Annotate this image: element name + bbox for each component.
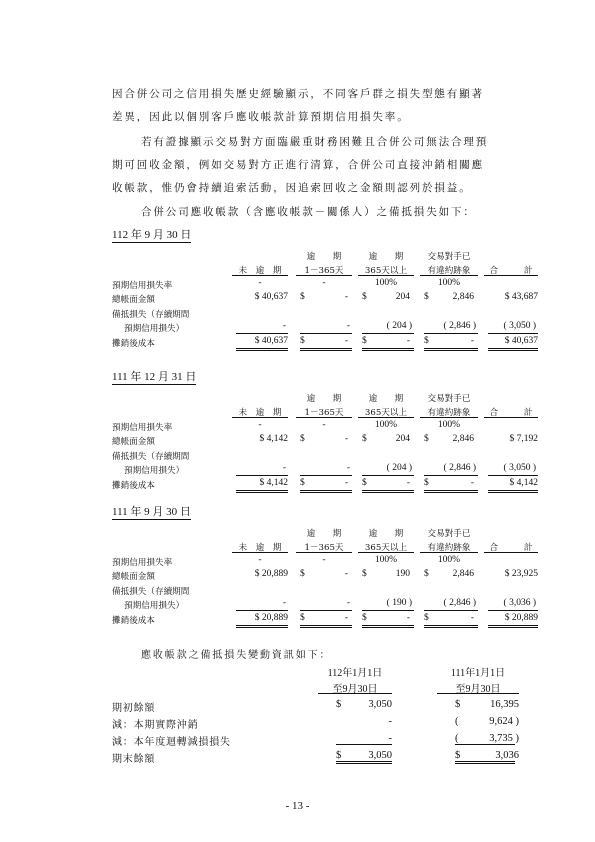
rate-cell: 100% — [374, 555, 398, 565]
column-header-c2: 逾 期 — [306, 252, 342, 262]
title-underline — [112, 519, 191, 520]
allowance-rule — [300, 333, 352, 334]
column-header-c3: 逾 期 — [368, 394, 404, 404]
allowance-cell: ( 3,050 ) — [503, 321, 536, 331]
row-label-gross: 總帳面金額 — [112, 572, 155, 582]
rollforward-col-b-rule — [437, 693, 519, 694]
intro-line-5: 收帳款，惟仍會持續追索活動，因追索回收之金額則認列於損益。 — [112, 182, 472, 194]
allowance-rule — [300, 475, 352, 476]
allowance-rule — [236, 333, 288, 334]
intro-line-2: 差異，因此以個別客戶應收帳款計算預期信用損失率。 — [112, 111, 410, 123]
column-header-c4: 有違約跡象 — [427, 408, 471, 418]
gross-cell: 2,846 — [452, 292, 474, 302]
currency-symbol: $ — [300, 569, 305, 579]
allowance-cell: ( 2,846 ) — [443, 321, 476, 331]
double-rule — [300, 625, 352, 628]
allowance-rule — [424, 333, 478, 334]
gross-cell: $ 20,889 — [254, 569, 288, 579]
currency-symbol: $ — [424, 569, 429, 579]
page-number: - 13 - — [285, 800, 310, 812]
column-header-rule — [296, 275, 352, 276]
row-label-allowance: 備抵損失（存續期間 — [112, 310, 190, 320]
column-header-c1: 未 逾 期 — [238, 543, 282, 553]
column-header-rule — [420, 552, 478, 553]
column-header-c3: 365天以上 — [364, 543, 408, 553]
net-cell: - — [470, 336, 474, 346]
column-header-rule — [358, 275, 414, 276]
table-title: 112 年 9 月 30 日 — [112, 229, 192, 241]
rollforward-a-symbol: $ — [336, 699, 342, 710]
currency-symbol: $ — [362, 336, 367, 346]
double-rule — [300, 490, 352, 493]
rollforward-b-symbol: ( — [455, 733, 459, 744]
allowance-rule — [236, 610, 288, 611]
allowance-cell: ( 190 ) — [386, 598, 412, 608]
currency-symbol: $ — [362, 569, 367, 579]
gross-cell: 190 — [395, 569, 410, 579]
rollforward-a-rule — [336, 744, 392, 745]
column-header-rule — [296, 417, 352, 418]
rate-cell: - — [322, 278, 326, 288]
rollforward-col-b-line1: 111年1月1日 — [450, 668, 506, 679]
gross-cell: 2,846 — [452, 569, 474, 579]
net-total: $ 4,142 — [509, 478, 538, 488]
currency-symbol: $ — [424, 434, 429, 444]
column-header-c4: 交易對手已 — [427, 394, 471, 404]
column-header-c2: 逾 期 — [306, 394, 342, 404]
double-rule — [362, 625, 414, 628]
column-header-c3: 逾 期 — [368, 529, 404, 539]
column-header-c3: 365天以上 — [364, 408, 408, 418]
column-header-c4: 有違約跡象 — [427, 543, 471, 553]
allowance-cell: - — [282, 321, 286, 331]
intro-line-4: 期可回收金額，例如交易對方正進行清算，合併公司直接沖銷相關應 — [112, 159, 484, 171]
rollforward-a-value: - — [388, 733, 392, 744]
rollforward-intro: 應收帳款之備抵損失變動資訊如下： — [141, 650, 332, 661]
rollforward-label: 期末餘額 — [112, 754, 156, 765]
row-label-gross: 總帳面金額 — [112, 295, 155, 305]
double-rule — [300, 348, 352, 351]
table-title: 111 年 9 月 30 日 — [112, 506, 191, 518]
rate-cell: 100% — [437, 555, 461, 565]
rate-cell: - — [258, 278, 262, 288]
double-rule — [424, 625, 478, 628]
title-underline — [112, 384, 196, 385]
row-label-allowance-cont: 預期信用損失） — [124, 324, 185, 334]
row-label-allowance-cont: 預期信用損失） — [124, 601, 185, 611]
rollforward-label: 期初餘額 — [112, 703, 156, 714]
net-cell: $ 40,637 — [254, 336, 288, 346]
rollforward-col-a-line2: 至9月30日 — [332, 684, 378, 695]
currency-symbol: $ — [300, 613, 305, 623]
net-cell: - — [406, 613, 410, 623]
currency-symbol: $ — [424, 478, 429, 488]
allowance-rule — [362, 475, 414, 476]
allowance-rule — [488, 333, 538, 334]
rollforward-a-double-rule — [336, 761, 392, 764]
double-rule — [424, 348, 478, 351]
rate-cell: 100% — [374, 278, 398, 288]
rollforward-b-value: 16,395 — [490, 699, 519, 710]
net-total: $ 40,637 — [504, 336, 538, 346]
intro-line-3: 若有證據顯示交易對方面臨嚴重財務困難且合併公司無法合理預 — [141, 136, 489, 148]
gross-cell: - — [344, 292, 348, 302]
column-header-c3: 逾 期 — [368, 252, 404, 262]
rollforward-b-double-rule — [455, 761, 515, 764]
net-cell: - — [470, 478, 474, 488]
allowance-rule — [424, 610, 478, 611]
column-header-rule — [420, 275, 478, 276]
column-header-rule — [484, 275, 538, 276]
double-rule — [236, 625, 288, 628]
rate-cell: 100% — [437, 278, 461, 288]
currency-symbol: $ — [300, 434, 305, 444]
allowance-rule — [236, 475, 288, 476]
currency-symbol: $ — [362, 292, 367, 302]
double-rule — [488, 625, 538, 628]
row-label-net: 攤銷後成本 — [112, 339, 155, 349]
rate-cell: - — [258, 420, 262, 430]
rollforward-col-a-rule — [318, 693, 392, 694]
gross-total: $ 43,687 — [504, 292, 538, 302]
rollforward-b-value: 9,624 ) — [489, 716, 519, 727]
column-header-c1: 未 逾 期 — [238, 408, 282, 418]
rate-cell: 100% — [437, 420, 461, 430]
allowance-cell: ( 204 ) — [386, 463, 412, 473]
gross-cell: $ 4,142 — [259, 434, 288, 444]
gross-cell: - — [344, 434, 348, 444]
allowance-cell: ( 204 ) — [386, 321, 412, 331]
row-label-allowance-cont: 預期信用損失） — [124, 466, 185, 476]
column-header-c4: 有違約跡象 — [427, 266, 471, 276]
column-header-c5: 合 計 — [489, 408, 533, 418]
column-header-c2: 1－365天 — [304, 266, 344, 276]
currency-symbol: $ — [424, 336, 429, 346]
rate-cell: - — [322, 555, 326, 565]
title-underline — [112, 242, 191, 243]
rate-cell: 100% — [374, 420, 398, 430]
double-rule — [236, 490, 288, 493]
table-intro: 合併公司應收帳款（含應收帳款－關係人）之備抵損失如下： — [141, 206, 476, 218]
column-header-c4: 交易對手已 — [427, 252, 471, 262]
column-header-rule — [484, 417, 538, 418]
allowance-cell: - — [346, 321, 350, 331]
allowance-rule — [488, 610, 538, 611]
net-cell: - — [406, 336, 410, 346]
allowance-cell: - — [282, 463, 286, 473]
column-header-rule — [358, 417, 414, 418]
gross-cell: 2,846 — [452, 434, 474, 444]
rollforward-a-value: 3,050 — [368, 750, 392, 761]
net-cell: $ 20,889 — [254, 613, 288, 623]
rate-cell: - — [258, 555, 262, 565]
column-header-rule — [232, 417, 288, 418]
rate-cell: - — [322, 420, 326, 430]
gross-cell: 204 — [395, 292, 410, 302]
currency-symbol: $ — [362, 478, 367, 488]
rollforward-col-a-line1: 112年1月1日 — [327, 668, 383, 679]
double-rule — [488, 490, 538, 493]
net-cell: - — [470, 613, 474, 623]
intro-line-1: 因合併公司之信用損失歷史經驗顯示，不同客戶群之損失型態有顯著 — [112, 88, 484, 100]
row-label-allowance: 備抵損失（存續期間 — [112, 452, 190, 462]
row-label-gross: 總帳面金額 — [112, 437, 155, 447]
column-header-c1: 未 逾 期 — [238, 266, 282, 276]
gross-cell: 204 — [395, 434, 410, 444]
rollforward-label: 減：本期實際沖銷 — [112, 720, 199, 731]
column-header-c5: 合 計 — [489, 543, 533, 553]
row-label-rate: 預期信用損失率 — [112, 558, 173, 568]
column-header-c2: 1－365天 — [304, 543, 344, 553]
allowance-cell: - — [282, 598, 286, 608]
double-rule — [236, 348, 288, 351]
rollforward-a-symbol: $ — [336, 750, 342, 761]
net-cell: $ 4,142 — [259, 478, 288, 488]
row-label-net: 攤銷後成本 — [112, 616, 155, 626]
column-header-rule — [232, 275, 288, 276]
currency-symbol: $ — [424, 292, 429, 302]
net-cell: - — [344, 336, 348, 346]
allowance-rule — [300, 610, 352, 611]
double-rule — [424, 490, 478, 493]
column-header-c4: 交易對手已 — [427, 529, 471, 539]
rollforward-b-value: 3,036 — [495, 750, 519, 761]
currency-symbol: $ — [300, 336, 305, 346]
column-header-c5: 合 計 — [489, 266, 533, 276]
row-label-allowance: 備抵損失（存續期間 — [112, 587, 190, 597]
rollforward-col-b-line2: 至9月30日 — [455, 684, 501, 695]
allowance-rule — [488, 475, 538, 476]
net-cell: - — [344, 478, 348, 488]
column-header-rule — [420, 417, 478, 418]
column-header-c2: 1－365天 — [304, 408, 344, 418]
column-header-rule — [296, 552, 352, 553]
currency-symbol: $ — [424, 613, 429, 623]
row-label-net: 攤銷後成本 — [112, 481, 155, 491]
net-cell: - — [344, 613, 348, 623]
currency-symbol: $ — [362, 434, 367, 444]
column-header-rule — [232, 552, 288, 553]
rollforward-label: 減：本年度迴轉減損損失 — [112, 737, 231, 748]
allowance-cell: - — [346, 463, 350, 473]
column-header-rule — [484, 552, 538, 553]
allowance-rule — [424, 475, 478, 476]
currency-symbol: $ — [362, 613, 367, 623]
table-title: 111 年 12 月 31 日 — [112, 371, 197, 383]
row-label-rate: 預期信用損失率 — [112, 423, 173, 433]
column-header-rule — [358, 552, 414, 553]
currency-symbol: $ — [300, 292, 305, 302]
rollforward-a-value: 3,050 — [368, 699, 392, 710]
rollforward-b-symbol: $ — [455, 750, 461, 761]
double-rule — [488, 348, 538, 351]
allowance-cell: ( 3,050 ) — [503, 463, 536, 473]
allowance-cell: - — [346, 598, 350, 608]
rollforward-b-symbol: ( — [455, 716, 459, 727]
rollforward-b-symbol: $ — [455, 699, 461, 710]
currency-symbol: $ — [300, 478, 305, 488]
gross-cell: $ 40,637 — [254, 292, 288, 302]
allowance-cell: ( 3,036 ) — [503, 598, 536, 608]
rollforward-b-rule — [455, 744, 515, 745]
column-header-c3: 365天以上 — [364, 266, 408, 276]
gross-total: $ 23,925 — [504, 569, 538, 579]
row-label-rate: 預期信用損失率 — [112, 281, 173, 291]
rollforward-b-value: 3,735 ) — [489, 733, 519, 744]
rollforward-a-value: - — [388, 716, 392, 727]
allowance-rule — [362, 610, 414, 611]
allowance-rule — [362, 333, 414, 334]
column-header-c2: 逾 期 — [306, 529, 342, 539]
double-rule — [362, 490, 414, 493]
double-rule — [362, 348, 414, 351]
gross-total: $ 7,192 — [509, 434, 538, 444]
allowance-cell: ( 2,846 ) — [443, 463, 476, 473]
net-total: $ 20,889 — [504, 613, 538, 623]
allowance-cell: ( 2,846 ) — [443, 598, 476, 608]
net-cell: - — [406, 478, 410, 488]
gross-cell: - — [344, 569, 348, 579]
